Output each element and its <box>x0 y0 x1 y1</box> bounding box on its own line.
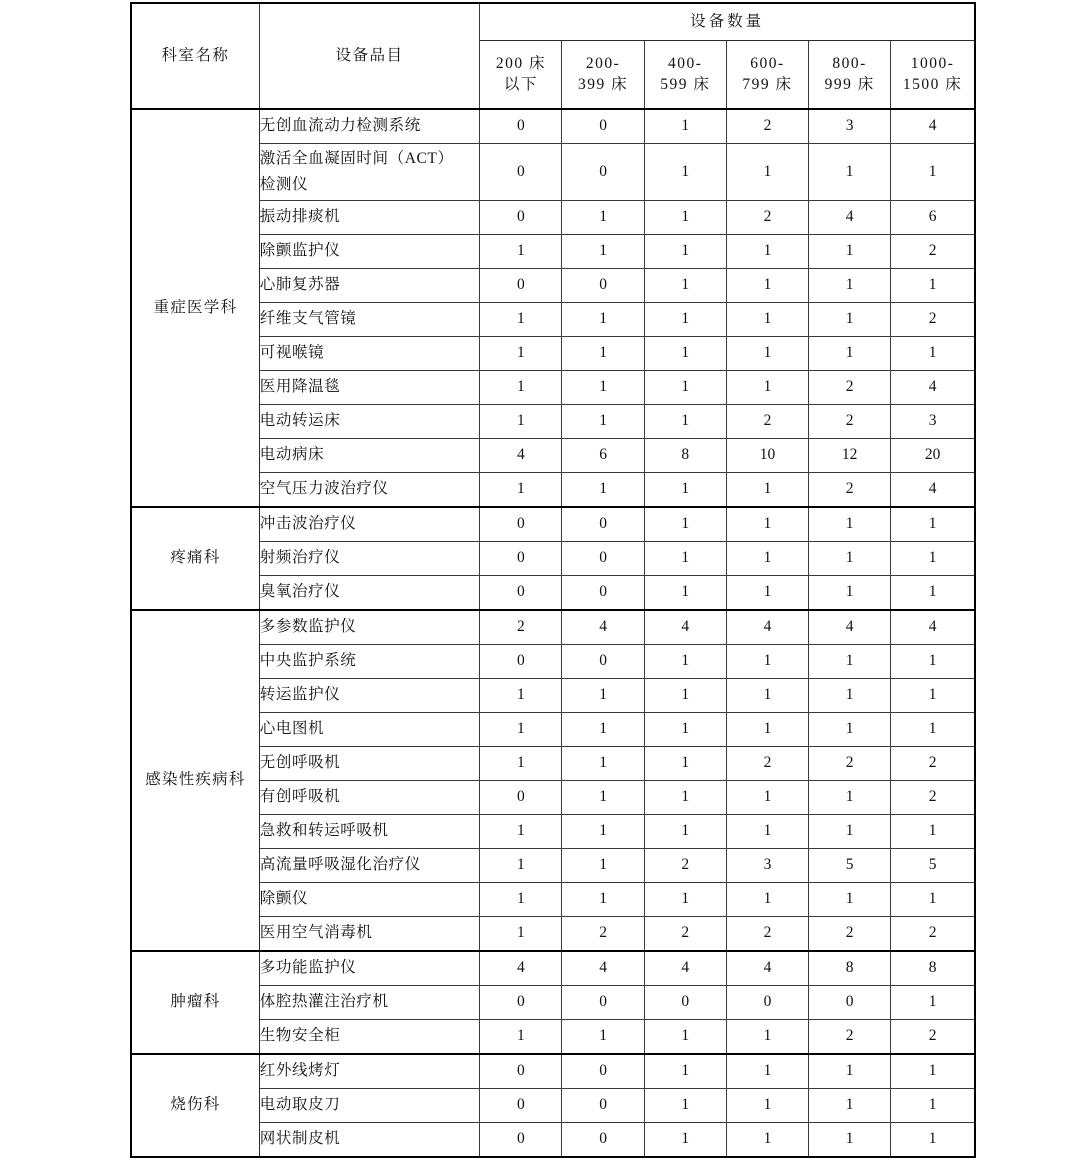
quantity-cell: 2 <box>891 781 975 815</box>
table-row <box>131 109 975 144</box>
quantity-cell: 1 <box>891 815 975 849</box>
quantity-cell: 1 <box>644 235 726 269</box>
quantity-cell: 0 <box>562 269 644 303</box>
quantity-cell: 2 <box>809 1020 891 1055</box>
quantity-cell: 4 <box>644 610 726 645</box>
quantity-cell: 1 <box>562 713 644 747</box>
quantity-cell: 1 <box>644 303 726 337</box>
quantity-cell: 0 <box>480 109 562 144</box>
quantity-cell: 0 <box>562 576 644 611</box>
equipment-item-cell: 振动排痰机 <box>259 201 480 235</box>
quantity-cell: 1 <box>726 269 808 303</box>
quantity-cell: 1 <box>562 1020 644 1055</box>
equipment-item-line2: 检测仪 <box>259 176 309 193</box>
quantity-cell: 1 <box>644 781 726 815</box>
quantity-cell: 2 <box>726 747 808 781</box>
column-header-beds-400-599 <box>644 41 726 109</box>
bedrange-line2: 399 床 <box>578 75 629 93</box>
quantity-cell: 1 <box>726 576 808 611</box>
equipment-item-cell: 急救和转运呼吸机 <box>259 815 480 849</box>
equipment-item-cell: 射频治疗仪 <box>259 542 480 576</box>
bedrange-line1: 400- <box>668 54 703 72</box>
quantity-cell: 1 <box>891 542 975 576</box>
quantity-cell: 1 <box>480 713 562 747</box>
quantity-cell: 0 <box>562 645 644 679</box>
equipment-item-cell: 可视喉镜 <box>259 337 480 371</box>
quantity-cell: 1 <box>726 542 808 576</box>
quantity-cell: 1 <box>480 473 562 508</box>
quantity-cell: 1 <box>891 269 975 303</box>
quantity-cell: 2 <box>726 109 808 144</box>
bedrange-line2: 799 床 <box>742 75 793 93</box>
quantity-cell: 1 <box>726 303 808 337</box>
quantity-cell: 1 <box>562 371 644 405</box>
quantity-cell: 1 <box>480 679 562 713</box>
quantity-cell: 4 <box>891 109 975 144</box>
department-name-cell: 疼痛科 <box>131 507 259 610</box>
column-header-beds-1000-1500 <box>891 41 975 109</box>
quantity-cell: 1 <box>644 1054 726 1089</box>
quantity-cell: 1 <box>480 1020 562 1055</box>
quantity-cell: 0 <box>562 1089 644 1123</box>
quantity-cell: 1 <box>891 1089 975 1123</box>
quantity-cell: 1 <box>480 917 562 952</box>
bedrange-line1: 1000- <box>910 54 955 72</box>
quantity-cell: 2 <box>726 201 808 235</box>
quantity-cell: 2 <box>809 917 891 952</box>
column-header-equipment-quantity: 设备数量 <box>480 3 975 41</box>
quantity-cell: 1 <box>809 815 891 849</box>
quantity-cell: 4 <box>562 951 644 986</box>
quantity-cell: 4 <box>644 951 726 986</box>
quantity-cell: 2 <box>809 371 891 405</box>
quantity-cell: 1 <box>562 815 644 849</box>
quantity-cell: 1 <box>809 883 891 917</box>
bedrange-line1: 600- <box>750 54 785 72</box>
equipment-item-cell: 转运监护仪 <box>259 679 480 713</box>
quantity-cell: 3 <box>726 849 808 883</box>
quantity-cell: 1 <box>726 679 808 713</box>
quantity-cell: 0 <box>480 201 562 235</box>
quantity-cell: 0 <box>562 542 644 576</box>
quantity-cell: 1 <box>891 144 975 201</box>
quantity-cell: 1 <box>726 713 808 747</box>
bedrange-line1: 200 床 <box>495 54 546 72</box>
quantity-cell: 1 <box>891 713 975 747</box>
equipment-item-cell: 冲击波治疗仪 <box>259 507 480 542</box>
quantity-cell: 0 <box>562 144 644 201</box>
quantity-cell: 4 <box>562 610 644 645</box>
quantity-cell: 2 <box>726 917 808 952</box>
quantity-cell: 1 <box>644 1089 726 1123</box>
quantity-cell: 1 <box>891 679 975 713</box>
quantity-cell: 1 <box>891 986 975 1020</box>
quantity-cell: 1 <box>480 849 562 883</box>
quantity-cell: 2 <box>644 849 726 883</box>
quantity-cell: 1 <box>891 337 975 371</box>
quantity-cell: 1 <box>562 201 644 235</box>
quantity-cell: 1 <box>480 883 562 917</box>
quantity-cell: 10 <box>726 439 808 473</box>
column-header-equipment-item: 设备品目 <box>259 3 480 109</box>
quantity-cell: 1 <box>891 1054 975 1089</box>
equipment-item-cell: 除颤监护仪 <box>259 235 480 269</box>
quantity-cell: 1 <box>644 713 726 747</box>
quantity-cell: 1 <box>480 747 562 781</box>
quantity-cell: 1 <box>809 1089 891 1123</box>
table-row <box>131 1054 975 1089</box>
column-header-beds-800-999 <box>809 41 891 109</box>
quantity-cell: 2 <box>891 235 975 269</box>
bedrange-line2: 599 床 <box>660 75 711 93</box>
quantity-cell: 1 <box>562 849 644 883</box>
quantity-cell: 1 <box>726 507 808 542</box>
quantity-cell: 5 <box>809 849 891 883</box>
quantity-cell: 1 <box>480 235 562 269</box>
quantity-cell: 4 <box>809 610 891 645</box>
quantity-cell: 1 <box>809 542 891 576</box>
equipment-item-cell: 高流量呼吸湿化治疗仪 <box>259 849 480 883</box>
quantity-cell: 1 <box>726 1054 808 1089</box>
quantity-cell: 1 <box>891 507 975 542</box>
quantity-cell: 1 <box>809 269 891 303</box>
table-row <box>131 507 975 542</box>
quantity-cell: 1 <box>726 235 808 269</box>
quantity-cell: 1 <box>726 781 808 815</box>
column-header-beds-600-799 <box>726 41 808 109</box>
quantity-cell: 0 <box>562 109 644 144</box>
quantity-cell: 0 <box>726 986 808 1020</box>
quantity-cell: 1 <box>644 201 726 235</box>
quantity-cell: 0 <box>480 507 562 542</box>
quantity-cell: 4 <box>891 473 975 508</box>
quantity-cell: 1 <box>809 337 891 371</box>
equipment-item-cell: 多功能监护仪 <box>259 951 480 986</box>
quantity-cell: 1 <box>726 144 808 201</box>
bedrange-line1: 200- <box>585 54 621 72</box>
equipment-item-cell: 电动取皮刀 <box>259 1089 480 1123</box>
quantity-cell: 1 <box>891 645 975 679</box>
quantity-cell: 1 <box>891 883 975 917</box>
quantity-cell: 1 <box>562 781 644 815</box>
equipment-item-cell: 医用空气消毒机 <box>259 917 480 952</box>
equipment-item-cell: 无创呼吸机 <box>259 747 480 781</box>
bedrange-line2: 999 床 <box>824 75 875 93</box>
equipment-item-cell <box>259 144 480 201</box>
quantity-cell: 0 <box>480 781 562 815</box>
equipment-item-cell: 有创呼吸机 <box>259 781 480 815</box>
quantity-cell: 2 <box>891 917 975 952</box>
equipment-item-cell: 臭氧治疗仪 <box>259 576 480 611</box>
equipment-item-cell: 网状制皮机 <box>259 1123 480 1158</box>
quantity-cell: 1 <box>809 235 891 269</box>
quantity-cell: 1 <box>726 473 808 508</box>
quantity-cell: 0 <box>644 986 726 1020</box>
quantity-cell: 1 <box>562 747 644 781</box>
bedrange-line2: 1500 床 <box>902 75 963 93</box>
quantity-cell: 1 <box>809 303 891 337</box>
quantity-cell: 4 <box>480 951 562 986</box>
quantity-cell: 1 <box>644 405 726 439</box>
quantity-cell: 1 <box>644 815 726 849</box>
equipment-item-cell: 红外线烤灯 <box>259 1054 480 1089</box>
equipment-item-cell: 医用降温毯 <box>259 371 480 405</box>
column-header-beds-under-200 <box>480 41 562 109</box>
equipment-item-cell: 除颤仪 <box>259 883 480 917</box>
quantity-cell: 0 <box>480 986 562 1020</box>
quantity-cell: 1 <box>644 1020 726 1055</box>
equipment-allocation-table <box>130 2 976 1158</box>
quantity-cell: 4 <box>726 951 808 986</box>
department-name-cell: 重症医学科 <box>131 109 259 507</box>
quantity-cell: 20 <box>891 439 975 473</box>
quantity-cell: 2 <box>809 473 891 508</box>
quantity-cell: 2 <box>726 405 808 439</box>
quantity-cell: 1 <box>480 371 562 405</box>
quantity-cell: 1 <box>644 679 726 713</box>
quantity-cell: 4 <box>480 439 562 473</box>
quantity-cell: 1 <box>644 269 726 303</box>
quantity-cell: 1 <box>644 883 726 917</box>
quantity-cell: 0 <box>480 576 562 611</box>
column-header-beds-200-399 <box>562 41 644 109</box>
quantity-cell: 1 <box>644 473 726 508</box>
quantity-cell: 1 <box>809 144 891 201</box>
quantity-cell: 2 <box>891 303 975 337</box>
quantity-cell: 1 <box>644 144 726 201</box>
quantity-cell: 0 <box>562 1054 644 1089</box>
quantity-cell: 1 <box>726 883 808 917</box>
quantity-cell: 1 <box>809 507 891 542</box>
quantity-cell: 1 <box>726 1089 808 1123</box>
equipment-item-cell: 空气压力波治疗仪 <box>259 473 480 508</box>
quantity-cell: 0 <box>562 507 644 542</box>
table-row <box>131 610 975 645</box>
quantity-cell: 1 <box>644 747 726 781</box>
equipment-item-cell: 多参数监护仪 <box>259 610 480 645</box>
quantity-cell: 1 <box>562 883 644 917</box>
quantity-cell: 0 <box>480 269 562 303</box>
department-name-cell: 烧伤科 <box>131 1054 259 1157</box>
quantity-cell: 1 <box>644 645 726 679</box>
equipment-item-cell: 生物安全柜 <box>259 1020 480 1055</box>
quantity-cell: 1 <box>480 337 562 371</box>
column-header-department: 科室名称 <box>131 3 259 109</box>
quantity-cell: 1 <box>726 645 808 679</box>
quantity-cell: 0 <box>480 1123 562 1158</box>
quantity-cell: 1 <box>480 303 562 337</box>
quantity-cell: 1 <box>726 1020 808 1055</box>
quantity-cell: 1 <box>891 576 975 611</box>
quantity-cell: 1 <box>809 645 891 679</box>
quantity-cell: 3 <box>809 109 891 144</box>
quantity-cell: 1 <box>480 405 562 439</box>
quantity-cell: 1 <box>562 679 644 713</box>
quantity-cell: 1 <box>644 337 726 371</box>
quantity-cell: 1 <box>562 405 644 439</box>
quantity-cell: 6 <box>891 201 975 235</box>
quantity-cell: 4 <box>726 610 808 645</box>
bedrange-line1: 800- <box>832 54 867 72</box>
quantity-cell: 8 <box>644 439 726 473</box>
header-row-group <box>131 3 975 41</box>
quantity-cell: 1 <box>562 337 644 371</box>
equipment-item-cell: 心电图机 <box>259 713 480 747</box>
quantity-cell: 1 <box>644 576 726 611</box>
quantity-cell: 0 <box>480 1054 562 1089</box>
quantity-cell: 8 <box>891 951 975 986</box>
quantity-cell: 0 <box>480 144 562 201</box>
quantity-cell: 1 <box>562 235 644 269</box>
quantity-cell: 1 <box>644 507 726 542</box>
quantity-cell: 2 <box>891 747 975 781</box>
quantity-cell: 1 <box>809 1123 891 1158</box>
quantity-cell: 1 <box>726 815 808 849</box>
quantity-cell: 1 <box>644 109 726 144</box>
quantity-cell: 0 <box>562 986 644 1020</box>
quantity-cell: 1 <box>809 679 891 713</box>
equipment-item-cell: 电动病床 <box>259 439 480 473</box>
quantity-cell: 0 <box>480 542 562 576</box>
quantity-cell: 2 <box>480 610 562 645</box>
quantity-cell: 1 <box>644 542 726 576</box>
equipment-item-cell: 心肺复苏器 <box>259 269 480 303</box>
quantity-cell: 0 <box>480 1089 562 1123</box>
quantity-cell: 1 <box>809 713 891 747</box>
table-body <box>131 109 975 1157</box>
equipment-item-cell: 无创血流动力检测系统 <box>259 109 480 144</box>
quantity-cell: 1 <box>809 576 891 611</box>
quantity-cell: 2 <box>809 747 891 781</box>
quantity-cell: 0 <box>480 645 562 679</box>
quantity-cell: 4 <box>891 371 975 405</box>
quantity-cell: 2 <box>891 1020 975 1055</box>
department-name-cell: 肿瘤科 <box>131 951 259 1054</box>
equipment-item-cell: 体腔热灌注治疗机 <box>259 986 480 1020</box>
table-header <box>131 3 975 109</box>
equipment-item-line1: 激活全血凝固时间（ACT） <box>259 150 454 168</box>
quantity-cell: 12 <box>809 439 891 473</box>
quantity-cell: 8 <box>809 951 891 986</box>
quantity-cell: 4 <box>809 201 891 235</box>
equipment-item-cell: 纤维支气管镜 <box>259 303 480 337</box>
quantity-cell: 0 <box>809 986 891 1020</box>
quantity-cell: 6 <box>562 439 644 473</box>
quantity-cell: 2 <box>644 917 726 952</box>
table-row <box>131 951 975 986</box>
quantity-cell: 1 <box>644 371 726 405</box>
quantity-cell: 1 <box>480 815 562 849</box>
quantity-cell: 1 <box>891 1123 975 1158</box>
quantity-cell: 1 <box>562 473 644 508</box>
quantity-cell: 1 <box>726 371 808 405</box>
quantity-cell: 3 <box>891 405 975 439</box>
quantity-cell: 1 <box>644 1123 726 1158</box>
quantity-cell: 2 <box>809 405 891 439</box>
quantity-cell: 1 <box>726 337 808 371</box>
quantity-cell: 4 <box>891 610 975 645</box>
bedrange-line2: 以下 <box>503 75 538 93</box>
equipment-item-cell: 电动转运床 <box>259 405 480 439</box>
quantity-cell: 1 <box>562 303 644 337</box>
department-name-cell: 感染性疾病科 <box>131 610 259 951</box>
quantity-cell: 2 <box>562 917 644 952</box>
quantity-cell: 1 <box>809 1054 891 1089</box>
equipment-item-cell: 中央监护系统 <box>259 645 480 679</box>
quantity-cell: 1 <box>726 1123 808 1158</box>
quantity-cell: 5 <box>891 849 975 883</box>
quantity-cell: 0 <box>562 1123 644 1158</box>
quantity-cell: 1 <box>809 781 891 815</box>
